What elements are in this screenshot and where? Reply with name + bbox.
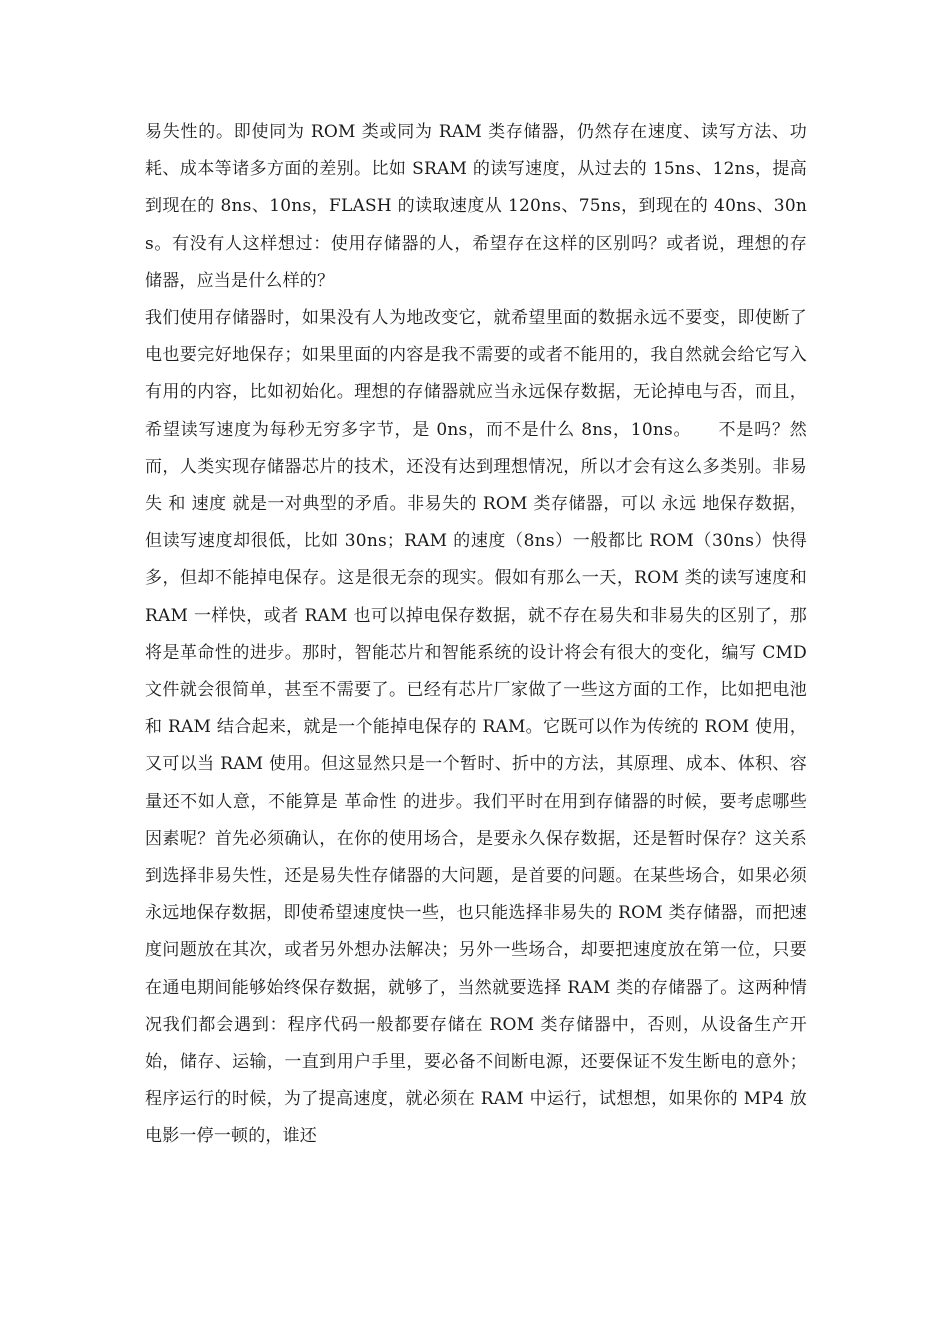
paragraph-1: 易失性的。即使同为 ROM 类或同为 RAM 类存储器，仍然存在速度、读写方法、功耗、成本等诸多方面的差别。比如 SRAM 的读写速度，从过去的 15ns、12ns，提高到现在的 8ns、10ns，FLASH 的读取速度从 120ns、75ns，到现在的 40ns、30ns。有没有人这样想过：使用存储器的人，希望存在这样的区别吗？或者说，理想的存储器，应当是什么样的？ bbox=[145, 122, 807, 291]
document-body bbox=[145, 114, 807, 1156]
paragraph-2: 我们使用存储器时，如果没有人为地改变它，就希望里面的数据永远不要变，即使断了电也要完好地保存；如果里面的内容是我不需要的或者不能用的，我自然就会给它写入有用的内容，比如初始化。理想的存储器就应当永远保存数据，无论掉电与否，而且，希望读写速度为每秒无穷多字节，是 0ns，而不是什么 8ns，10ns。 不是吗？然而，人类实现存储器芯片的技术，还没有达到理想情况，所以才会有这么多类别。非易失 和 速度 就是一对典型的矛盾。非易失的 ROM 类存储器，可以 永远 地保存数据，但读写速度却很低，比如 30ns；RAM 的速度（8ns）一般都比 ROM（30ns）快得多，但却不能掉电保存。这是很无奈的现实。假如有那么一天，ROM 类的读写速度和 RAM 一样快，或者 RAM 也可以掉电保存数据，就不存在易失和非易失的区别了，那将是革命性的进步。那时，智能芯片和智能系统的设计将会有很大的变化，编写 CMD 文件就会很简单，甚至不需要了。已经有芯片厂家做了一些这方面的工作，比如把电池和 RAM 结合起来，就是一个能掉电保存的 RAM。它既可以作为传统的 ROM 使用，又可以当 RAM 使用。但这显然只是一个暂时、折中的方法，其原理、成本、体积、容量还不如人意，不能算是 革命性 的进步。我们平时在用到存储器的时候，要考虑哪些因素呢？首先必须确认，在你的使用场合，是要永久保存数据，还是暂时保存？这关系到选择非易失性，还是易失性存储器的大问题，是首要的问题。在某些场合，如果必须永远地保存数据，即使希望速度快一些，也只能选择非易失的 ROM 类存储器，而把速度问题放在其次，或者另外想办法解决；另外一些场合，却要把速度放在第一位，只要在通电期间能够始终保存数据，就够了，当然就要选择 RAM 类的存储器了。这两种情况我们都会遇到：程序代码一般都要存储在 ROM 类存储器中，否则，从设备生产开始，储存、运输，一直到用户手里，要必备不间断电源，还要保证不发生断电的意外；程序运行的时候，为了提高速度，就必须在 RAM 中运行，试想想，如果你的 MP4 放电影一停一顿的，谁还 bbox=[145, 308, 807, 1147]
